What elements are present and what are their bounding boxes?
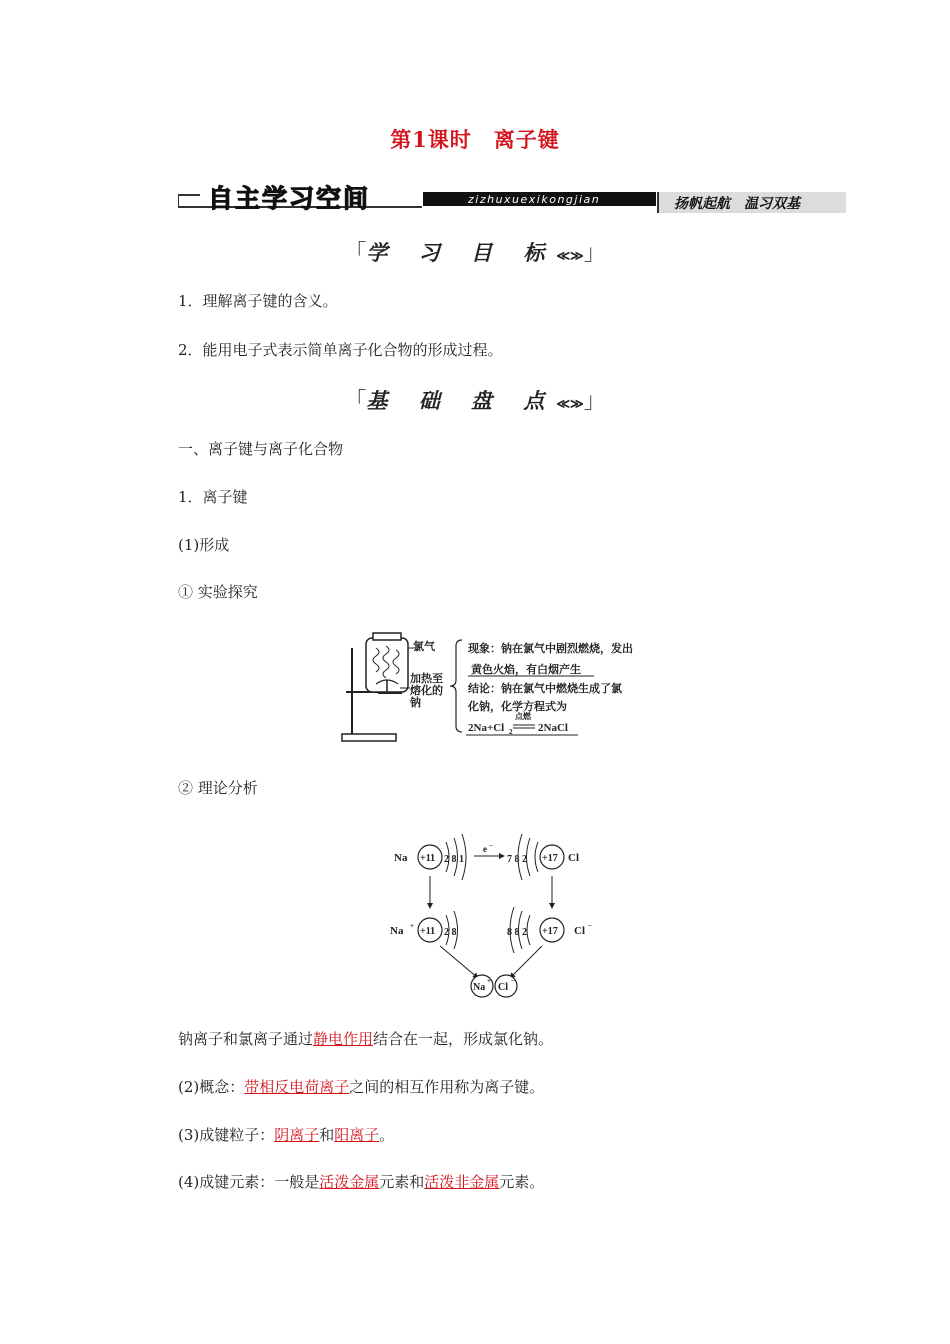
theory-heading: ② 理论分析: [178, 779, 258, 797]
basics-heading-text: 基 础 盘 点: [366, 388, 557, 413]
banner-pinyin: zizhuxuexikongjian: [468, 193, 601, 206]
text-span: 钠离子和氯离子通过: [178, 1030, 314, 1048]
cl-ion-symbol: Cl: [574, 925, 585, 937]
answer-blank: 活泼非金属: [424, 1173, 500, 1191]
page-title: 第1课时 离子键: [390, 127, 560, 152]
answer-blank: 静电作用: [313, 1030, 374, 1048]
label-chlorine: 氯气: [413, 641, 435, 653]
experiment-heading: ① 实验探究: [178, 583, 258, 601]
banner-left-label: 自主学习空间: [208, 184, 371, 213]
cl-nucleus: +17: [542, 853, 558, 864]
ion-formation-diagram: [388, 828, 598, 1006]
goals-heading: 「学 习 目 标≪≫」: [344, 240, 606, 266]
sentence-paragraph: [178, 1029, 553, 1049]
text-span: 元素。: [499, 1173, 545, 1191]
cl-shells: 7 8 2: [507, 854, 527, 865]
answer-blank: 带相反电荷离子: [244, 1078, 350, 1096]
elements-paragraph: [178, 1172, 544, 1192]
na-ion-nucleus: +11: [420, 926, 436, 937]
label-heat: 钠: [410, 697, 421, 709]
cl-ion-shells: 8 8 2: [507, 927, 527, 938]
na-nucleus: +11: [420, 853, 436, 864]
answer-blank: 活泼金属: [319, 1173, 380, 1191]
conclusion-line: 化钠，化学方程式为: [468, 701, 567, 713]
item-heading: 1．离子键: [178, 488, 248, 506]
minus-sign: −: [511, 977, 515, 985]
goals-heading-text: 学 习 目 标: [366, 240, 557, 265]
na-ion-shells: 2 8: [444, 927, 457, 938]
na-symbol: Na: [394, 852, 408, 864]
equation-left: 2Na+Cl: [468, 722, 505, 734]
label-heat: 加热至: [410, 673, 443, 685]
text-span: 之间的相互作用称为离子键。: [349, 1078, 545, 1096]
cl-ion-nucleus: +17: [542, 926, 558, 937]
equation-condition: 点燃: [515, 712, 531, 721]
equation-right: 2NaCl: [538, 722, 568, 734]
text-span: (4)成键元素：一般是: [178, 1173, 320, 1191]
sub-heading: (1)形成: [178, 536, 230, 554]
product-na: Na: [473, 982, 486, 993]
basics-heading: 「基 础 盘 点≪≫」: [344, 388, 606, 414]
label-heat: 熔化的: [410, 685, 443, 697]
text-span: 。: [379, 1126, 395, 1144]
phenomenon-line: 现象：钠在氯气中剧烈燃烧，发出: [468, 643, 633, 655]
concept-paragraph: [178, 1077, 544, 1097]
double-chevron-icon: ≪≫: [556, 249, 584, 264]
part-heading: 一、离子键与离子化合物: [178, 440, 344, 458]
minus-sign: −: [588, 922, 592, 930]
text-span: (2)概念：: [178, 1078, 245, 1096]
banner-right-label: 扬帆起航 温习双基: [674, 196, 800, 212]
na-shells: 2 8 1: [444, 854, 464, 865]
cl-symbol: Cl: [568, 852, 579, 864]
text-span: 结合在一起，形成氯化钠。: [373, 1030, 554, 1048]
plus-sign: +: [487, 977, 491, 985]
text-span: 和: [319, 1126, 335, 1144]
section-banner: [178, 183, 846, 213]
plus-sign: +: [410, 922, 414, 930]
double-chevron-icon: ≪≫: [556, 397, 584, 412]
text-span: 元素和: [379, 1173, 425, 1191]
minus-sign: −: [489, 842, 493, 850]
goal-item: 2．能用电子式表示简单离子化合物的形成过程。: [178, 341, 503, 359]
product-cl: Cl: [498, 982, 508, 993]
conclusion-line: 结论：钠在氯气中燃烧生成了氯: [468, 683, 622, 695]
particles-paragraph: [178, 1125, 394, 1145]
equation-sub: 2: [509, 728, 513, 736]
answer-blank: 阴离子: [274, 1126, 320, 1144]
na-ion-symbol: Na: [390, 925, 404, 937]
electron-label: e: [483, 844, 487, 854]
goal-item: 1．理解离子键的含义。: [178, 292, 338, 310]
experiment-figure: [338, 630, 638, 746]
phenomenon-answer: 黄色火焰，有白烟产生: [471, 664, 581, 676]
text-span: (3)成键粒子：: [178, 1126, 275, 1144]
answer-blank: 阳离子: [334, 1126, 380, 1144]
